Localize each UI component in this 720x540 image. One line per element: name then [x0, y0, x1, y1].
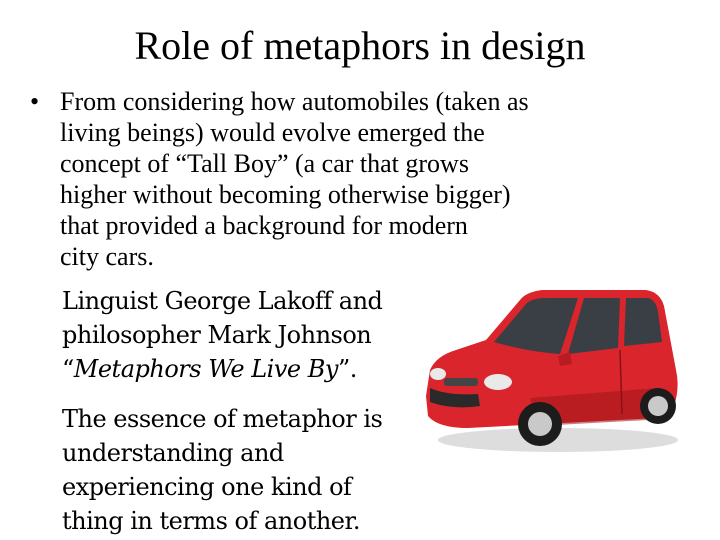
book-title: Metaphors We Live By	[73, 355, 338, 383]
definition-line: thing in terms of another.	[62, 507, 360, 535]
slide-title: Role of metaphors in design	[134, 23, 586, 68]
bullet-marker: •	[30, 87, 40, 116]
quote-line: Linguist George Lakoff and	[62, 287, 383, 315]
open-quote: “	[62, 355, 74, 383]
quote-line: philosopher Mark Johnson	[62, 321, 372, 349]
bullet-line: living beings) would evolve emerged the	[60, 118, 485, 147]
definition-line: The essence of metaphor is	[62, 405, 383, 433]
bullet-line: From considering how automobiles (taken as	[60, 87, 529, 116]
quote-line	[62, 352, 402, 386]
bullet-line: that provided a background for modern	[60, 211, 468, 240]
definition-line: experiencing one kind of	[62, 473, 352, 501]
red-city-car-image	[408, 278, 686, 458]
bullet-line: higher without becoming otherwise bigger)	[60, 180, 511, 209]
bullet-line: city cars.	[60, 242, 154, 271]
close-quote: ”.	[337, 355, 357, 383]
bullet-text	[60, 86, 700, 272]
metaphor-definition	[62, 402, 402, 538]
definition-line: understanding and	[62, 439, 284, 467]
lakoff-johnson-quote	[62, 284, 402, 386]
bullet-line: concept of “Tall Boy” (a car that grows	[60, 149, 469, 178]
